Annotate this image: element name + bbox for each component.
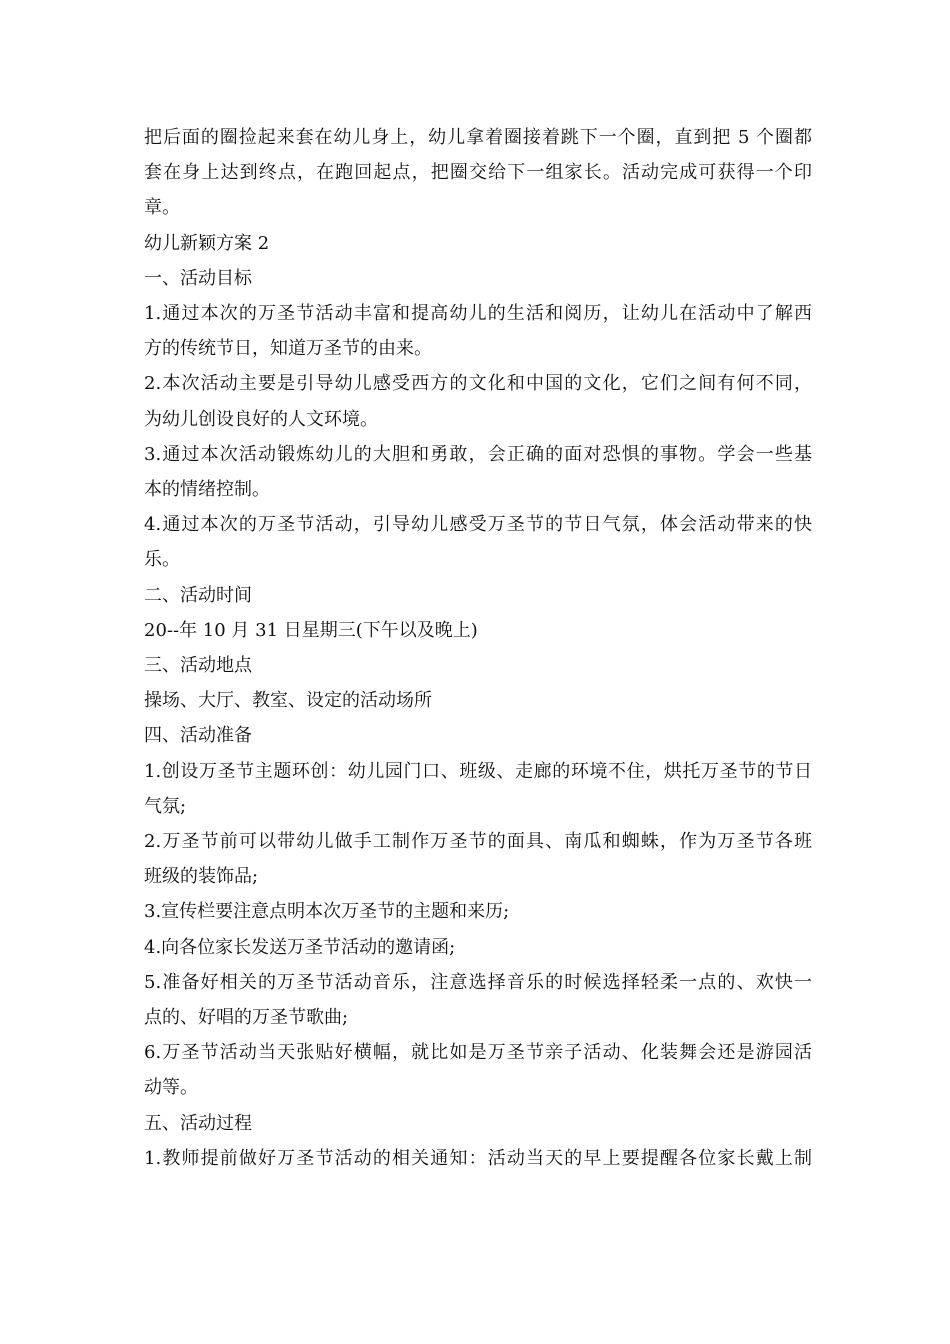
paragraph-line: 4.向各位家长发送万圣节活动的邀请函; bbox=[144, 936, 456, 958]
paragraph-line: 2.万圣节前可以带幼儿做手工制作万圣节的面具、南瓜和蜘蛛，作为万圣节各班 bbox=[144, 831, 812, 853]
paragraph-line: 5.准备好相关的万圣节活动音乐，注意选择音乐的时候选择轻柔一点的、欢快一 bbox=[144, 971, 812, 993]
document-body bbox=[144, 120, 812, 1176]
paragraph-line: 1.教师提前做好万圣节活动的相关通知：活动当天的早上要提醒各位家长戴上制 bbox=[144, 1147, 812, 1169]
section-heading: 三、活动地点 bbox=[144, 655, 252, 677]
paragraph-line: 2.本次活动主要是引导幼儿感受西方的文化和中国的文化，它们之间有何不同， bbox=[144, 373, 812, 395]
paragraph-line: 1.创设万圣节主题环创：幼儿园门口、班级、走廊的环境不住，烘托万圣节的节日 bbox=[144, 760, 812, 782]
section-title: 幼儿新颖方案 2 bbox=[144, 232, 270, 254]
paragraph-line: 把后面的圈捡起来套在幼儿身上，幼儿拿着圈接着跳下一个圈，直到把 5 个圈都 bbox=[144, 127, 812, 148]
section-heading: 一、活动目标 bbox=[144, 267, 252, 289]
paragraph-line: 点的、好唱的万圣节歌曲; bbox=[144, 1007, 349, 1029]
paragraph-line: 章。 bbox=[144, 197, 180, 219]
section-heading: 二、活动时间 bbox=[144, 584, 252, 606]
paragraph-line: 1.通过本次的万圣节活动丰富和提高幼儿的生活和阅历，让幼儿在活动中了解西 bbox=[144, 303, 812, 325]
paragraph-line: 班级的装饰品; bbox=[144, 866, 259, 888]
paragraph-line: 6.万圣节活动当天张贴好横幅，就比如是万圣节亲子活动、化装舞会还是游园活 bbox=[144, 1042, 812, 1064]
paragraph-line: 本的情绪控制。 bbox=[144, 479, 270, 501]
paragraph-line: 套在身上达到终点，在跑回起点，把圈交给下一组家长。活动完成可获得一个印 bbox=[144, 162, 812, 184]
paragraph-line: 乐。 bbox=[144, 549, 180, 571]
paragraph-line: 方的传统节日，知道万圣节的由来。 bbox=[144, 338, 432, 360]
section-heading: 五、活动过程 bbox=[144, 1112, 252, 1134]
paragraph-line: 3.宣传栏要注意点明本次万圣节的主题和来历; bbox=[144, 901, 510, 923]
paragraph-line: 气氛; bbox=[144, 795, 187, 817]
paragraph-line: 动等。 bbox=[144, 1077, 198, 1099]
paragraph-line: 20--年 10 月 31 日星期三(下午以及晚上) bbox=[144, 619, 478, 641]
paragraph-line: 为幼儿创设良好的人文环境。 bbox=[144, 408, 378, 430]
paragraph-line: 操场、大厅、教室、设定的活动场所 bbox=[144, 690, 432, 712]
paragraph-line: 3.通过本次活动锻炼幼儿的大胆和勇敢，会正确的面对恐惧的事物。学会一些基 bbox=[144, 443, 812, 465]
section-heading: 四、活动准备 bbox=[144, 725, 252, 747]
paragraph-line: 4.通过本次的万圣节活动，引导幼儿感受万圣节的节日气氛，体会活动带来的快 bbox=[144, 514, 812, 536]
